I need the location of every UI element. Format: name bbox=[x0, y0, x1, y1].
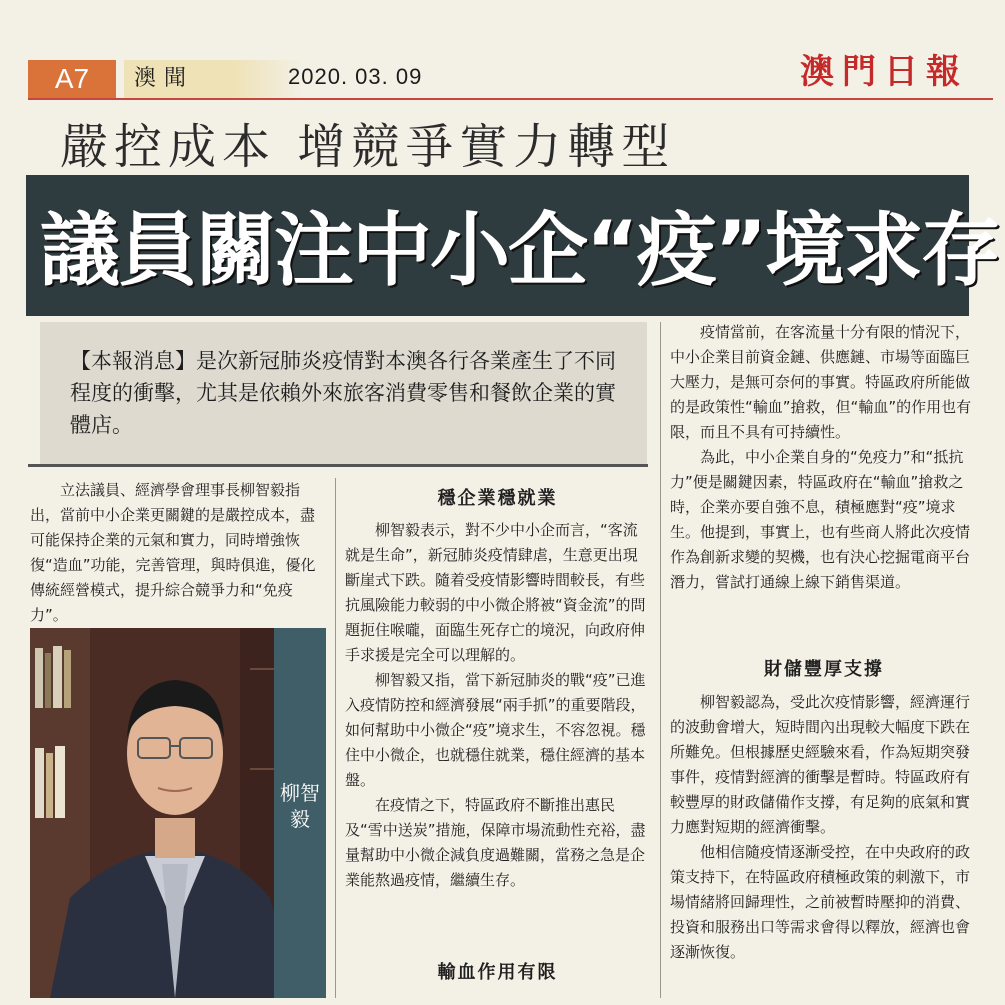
lead-paragraph: 【本報消息】是次新冠肺炎疫情對本澳各行各業產生了不同程度的衝擊，尤其是依賴外來旅客消費零售和餐飲企業的實體店。 bbox=[70, 349, 616, 437]
column-2 bbox=[345, 518, 650, 893]
column-divider bbox=[335, 478, 336, 998]
section-heading: 財儲豐厚支撐 bbox=[764, 659, 884, 680]
column-1 bbox=[30, 478, 326, 628]
section-heading: 輸血作用有限 bbox=[437, 962, 558, 983]
paragraph: 柳智毅認為，受此次疫情影響，經濟運行的波動會增大，短時間內出現較大幅度下跌在所難免。但根據歷史經驗來看，作為短期突發事件，疫情對經濟的衝擊是暫時。特區政府有較豐厚的財政儲備作支撐，有足夠的底氣和實力應對短期的經濟衝擊。 bbox=[670, 693, 971, 836]
photo-caption: 柳智毅 bbox=[280, 781, 320, 831]
paragraph: 為此，中小企業自身的“免疫力”和“抵抗力”便是關鍵因素，特區政府在“輸血”搶救之時，企業亦要自強不息，積極應對“疫”境求生。他提到，事實上，也有些商人將此次疫情作為創新求變的契機，也有決心挖掘電商平台潛力，嘗試打通線上線下銷售渠道。 bbox=[670, 448, 971, 591]
paragraph: 柳智毅又指，當下新冠肺炎的戰“疫”已進入疫情防控和經濟發展“兩手抓”的重要階段，如何幫助中小微企“疫”境求生，不容忽視。穩住中小微企，也就穩住就業，穩住經濟的基本盤。 bbox=[345, 671, 646, 789]
paragraph: 他相信隨疫情逐漸受控，在中央政府的政策支持下，在特區政府積極政策的刺激下，市場情緒將回歸理性，之前被暫時壓抑的消費、投資和服務出口等需求會得以釋放，經濟也會逐漸恢復。 bbox=[670, 843, 971, 961]
section-tag: 澳聞 bbox=[124, 60, 304, 98]
article-headline: 議員關注中小企“疫”境求存 bbox=[40, 204, 1000, 297]
newspaper-masthead: 澳門日報 bbox=[800, 52, 968, 92]
article-subheadline: 嚴控成本 增競爭實力轉型 bbox=[60, 119, 676, 175]
header-rule bbox=[28, 98, 993, 100]
column-3 bbox=[670, 320, 978, 595]
paragraph: 立法議員、經濟學會理事長柳智毅指出，當前中小企業更關鍵的是嚴控成本，盡可能保持企業的元氣和實力，同時增強恢復“造血”功能，完善管理，與時俱進，優化傳統經營模式，提升綜合競爭力和“免疫力”。 bbox=[30, 481, 316, 624]
paragraph: 柳智毅表示，對不少中小企而言，“客流就是生命”，新冠肺炎疫情肆虐，生意更出現斷崖式下跌。隨着受疫情影響時間較長，有些抗風險能力較弱的中小微企將被“資金流”的問題扼住喉嚨，面臨生死存亡的境況，向政府伸手求援是完全可以理解的。 bbox=[345, 521, 646, 664]
column-divider bbox=[660, 322, 661, 998]
paragraph: 疫情當前，在客流量十分有限的情況下，中小企業目前資金鏈、供應鏈、市場等面臨巨大壓力，是無可奈何的事實。特區政府所能做的是政策性“輸血”搶救，但“輸血”的作用也有限，而且不具有可持續性。 bbox=[670, 323, 972, 441]
section-heading: 穩企業穩就業 bbox=[437, 488, 558, 509]
page-number-badge: A7 bbox=[28, 60, 116, 98]
lead-divider bbox=[28, 464, 648, 467]
paragraph: 在疫情之下，特區政府不斷推出惠民及“雪中送炭”措施，保障市場流動性充裕，盡量幫助中小微企減負度過難關，當務之急是企業能熬過疫情，繼續生存。 bbox=[345, 796, 646, 889]
column-3-continued bbox=[670, 690, 978, 965]
issue-date: 2020. 03. 09 bbox=[288, 64, 423, 89]
